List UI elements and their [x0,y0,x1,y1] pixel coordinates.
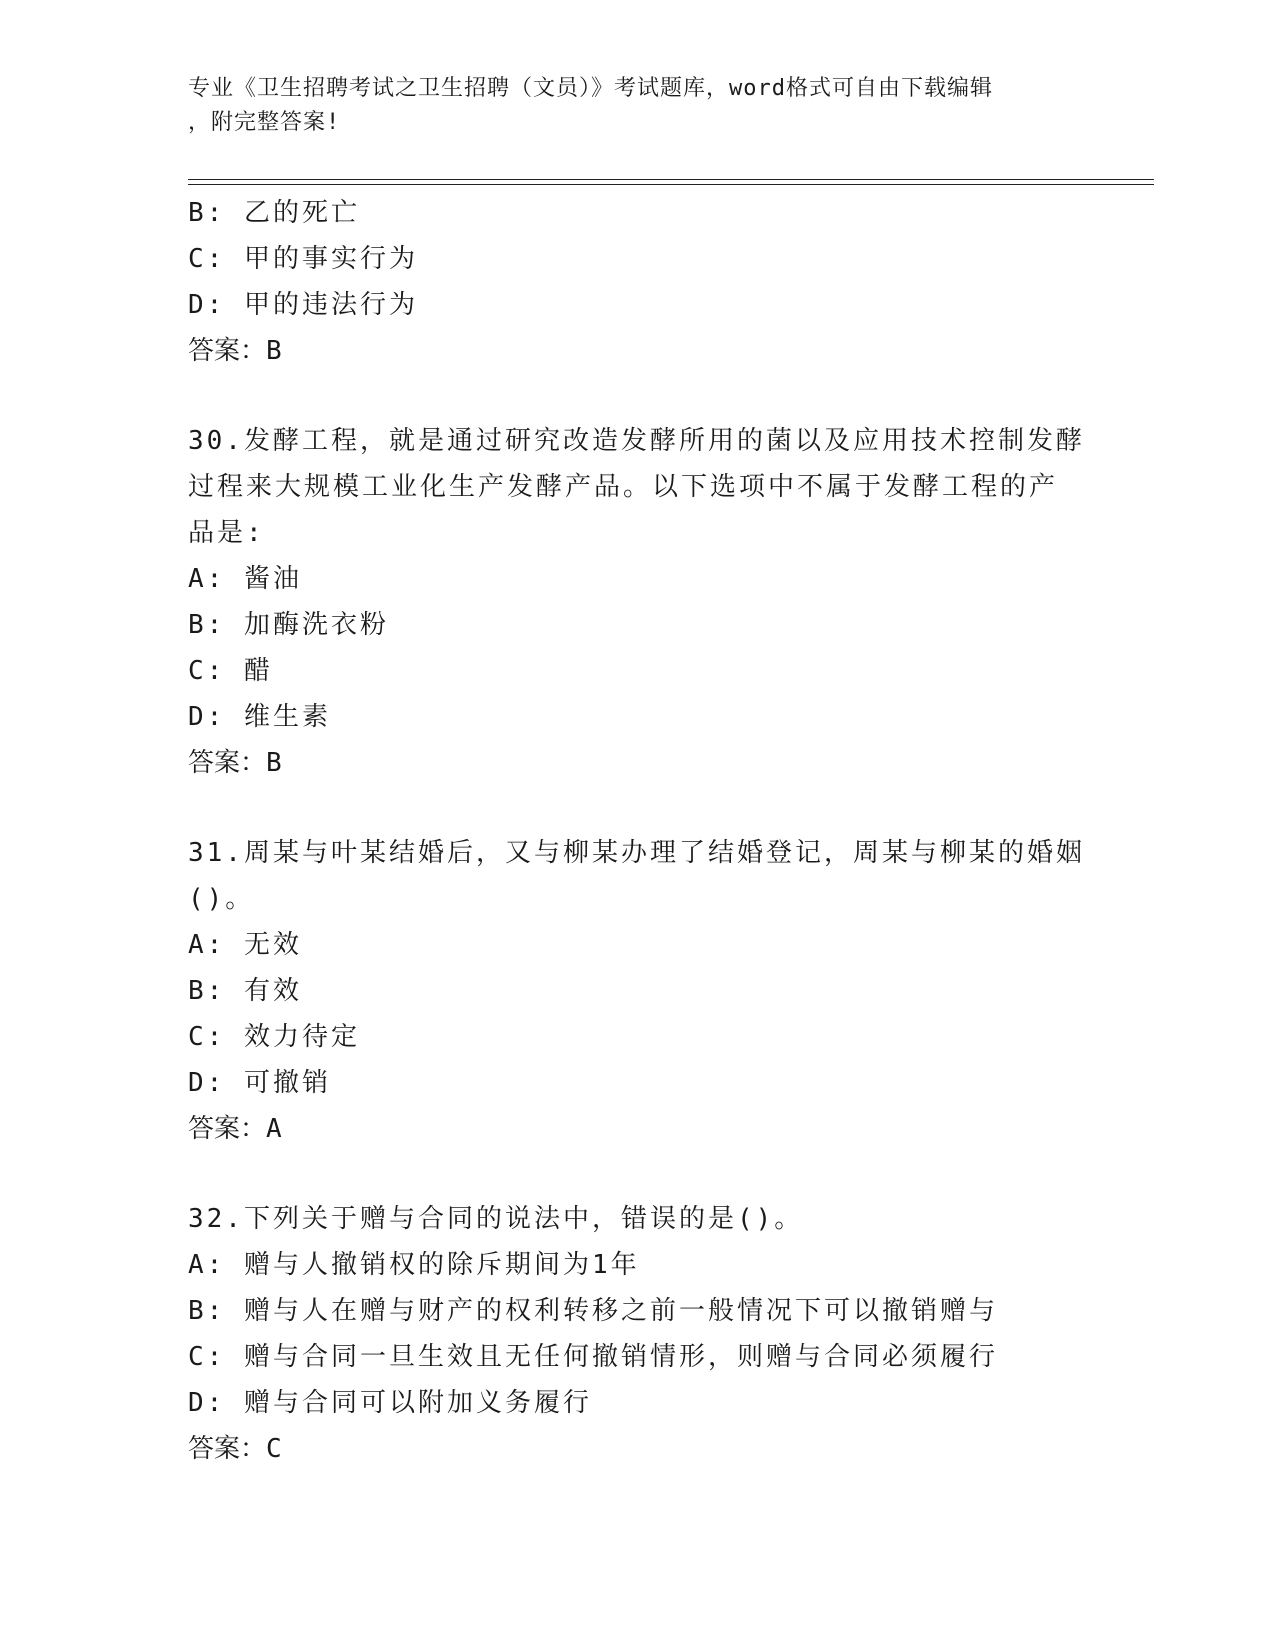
answer-line [188,1426,1088,1472]
header-divider-top [188,179,1154,180]
answer-label: 答案： [188,1434,267,1464]
question-stem-line: 31.周某与叶某结婚后，又与柳某办理了结婚登记，周某与柳某的婚姻 [188,838,1085,868]
option-b: B: 加酶洗衣粉 [188,610,389,640]
answer-value: B [266,336,283,366]
answer-line [188,328,1088,374]
option-a: A: 无效 [188,930,302,960]
option-a: A: 赠与人撤销权的除斥期间为1年 [188,1250,640,1280]
question-block-prev [188,190,1088,374]
header-line-1: 专业《卫生招聘考试之卫生招聘（文员）》考试题库，word格式可自由下载编辑 [188,76,993,101]
option-d: D: 甲的违法行为 [188,290,418,320]
answer-line [188,740,1088,786]
answer-label: 答案： [188,1114,267,1144]
answer-value: C [266,1434,283,1464]
question-stem-line: 30.发酵工程，就是通过研究改造发酵所用的菌以及应用技术控制发酵 [188,426,1085,456]
question-stem-line: 品是: [188,518,265,548]
question-block-31 [188,830,1088,1152]
question-stem-line: ()。 [188,884,255,914]
question-list [188,190,1088,1472]
question-stem-line: 过程来大规模工业化生产发酵产品。以下选项中不属于发酵工程的产 [188,472,1059,502]
option-b: B: 赠与人在赠与财产的权利转移之前一般情况下可以撤销赠与 [188,1296,998,1326]
answer-value: B [266,748,283,778]
answer-label: 答案： [188,336,267,366]
answer-value: A [266,1114,283,1144]
question-block-32 [188,1196,1088,1472]
option-c: C: 甲的事实行为 [188,244,418,274]
option-d: D: 维生素 [188,702,331,732]
header-line-2: ，附完整答案! [188,110,341,135]
option-d: D: 可撤销 [188,1068,331,1098]
option-b: B: 有效 [188,976,302,1006]
option-c: C: 醋 [188,656,273,686]
answer-line [188,1106,1088,1152]
option-a: A: 酱油 [188,564,302,594]
question-block-30 [188,418,1088,786]
option-b: B: 乙的死亡 [188,198,360,228]
option-c: C: 效力待定 [188,1022,360,1052]
document-header [188,72,1068,140]
option-d: D: 赠与合同可以附加义务履行 [188,1388,592,1418]
answer-label: 答案： [188,748,267,778]
header-divider-bottom [188,184,1154,185]
question-stem-line: 32.下列关于赠与合同的说法中，错误的是()。 [188,1204,804,1234]
option-c: C: 赠与合同一旦生效且无任何撤销情形，则赠与合同必须履行 [188,1342,998,1372]
